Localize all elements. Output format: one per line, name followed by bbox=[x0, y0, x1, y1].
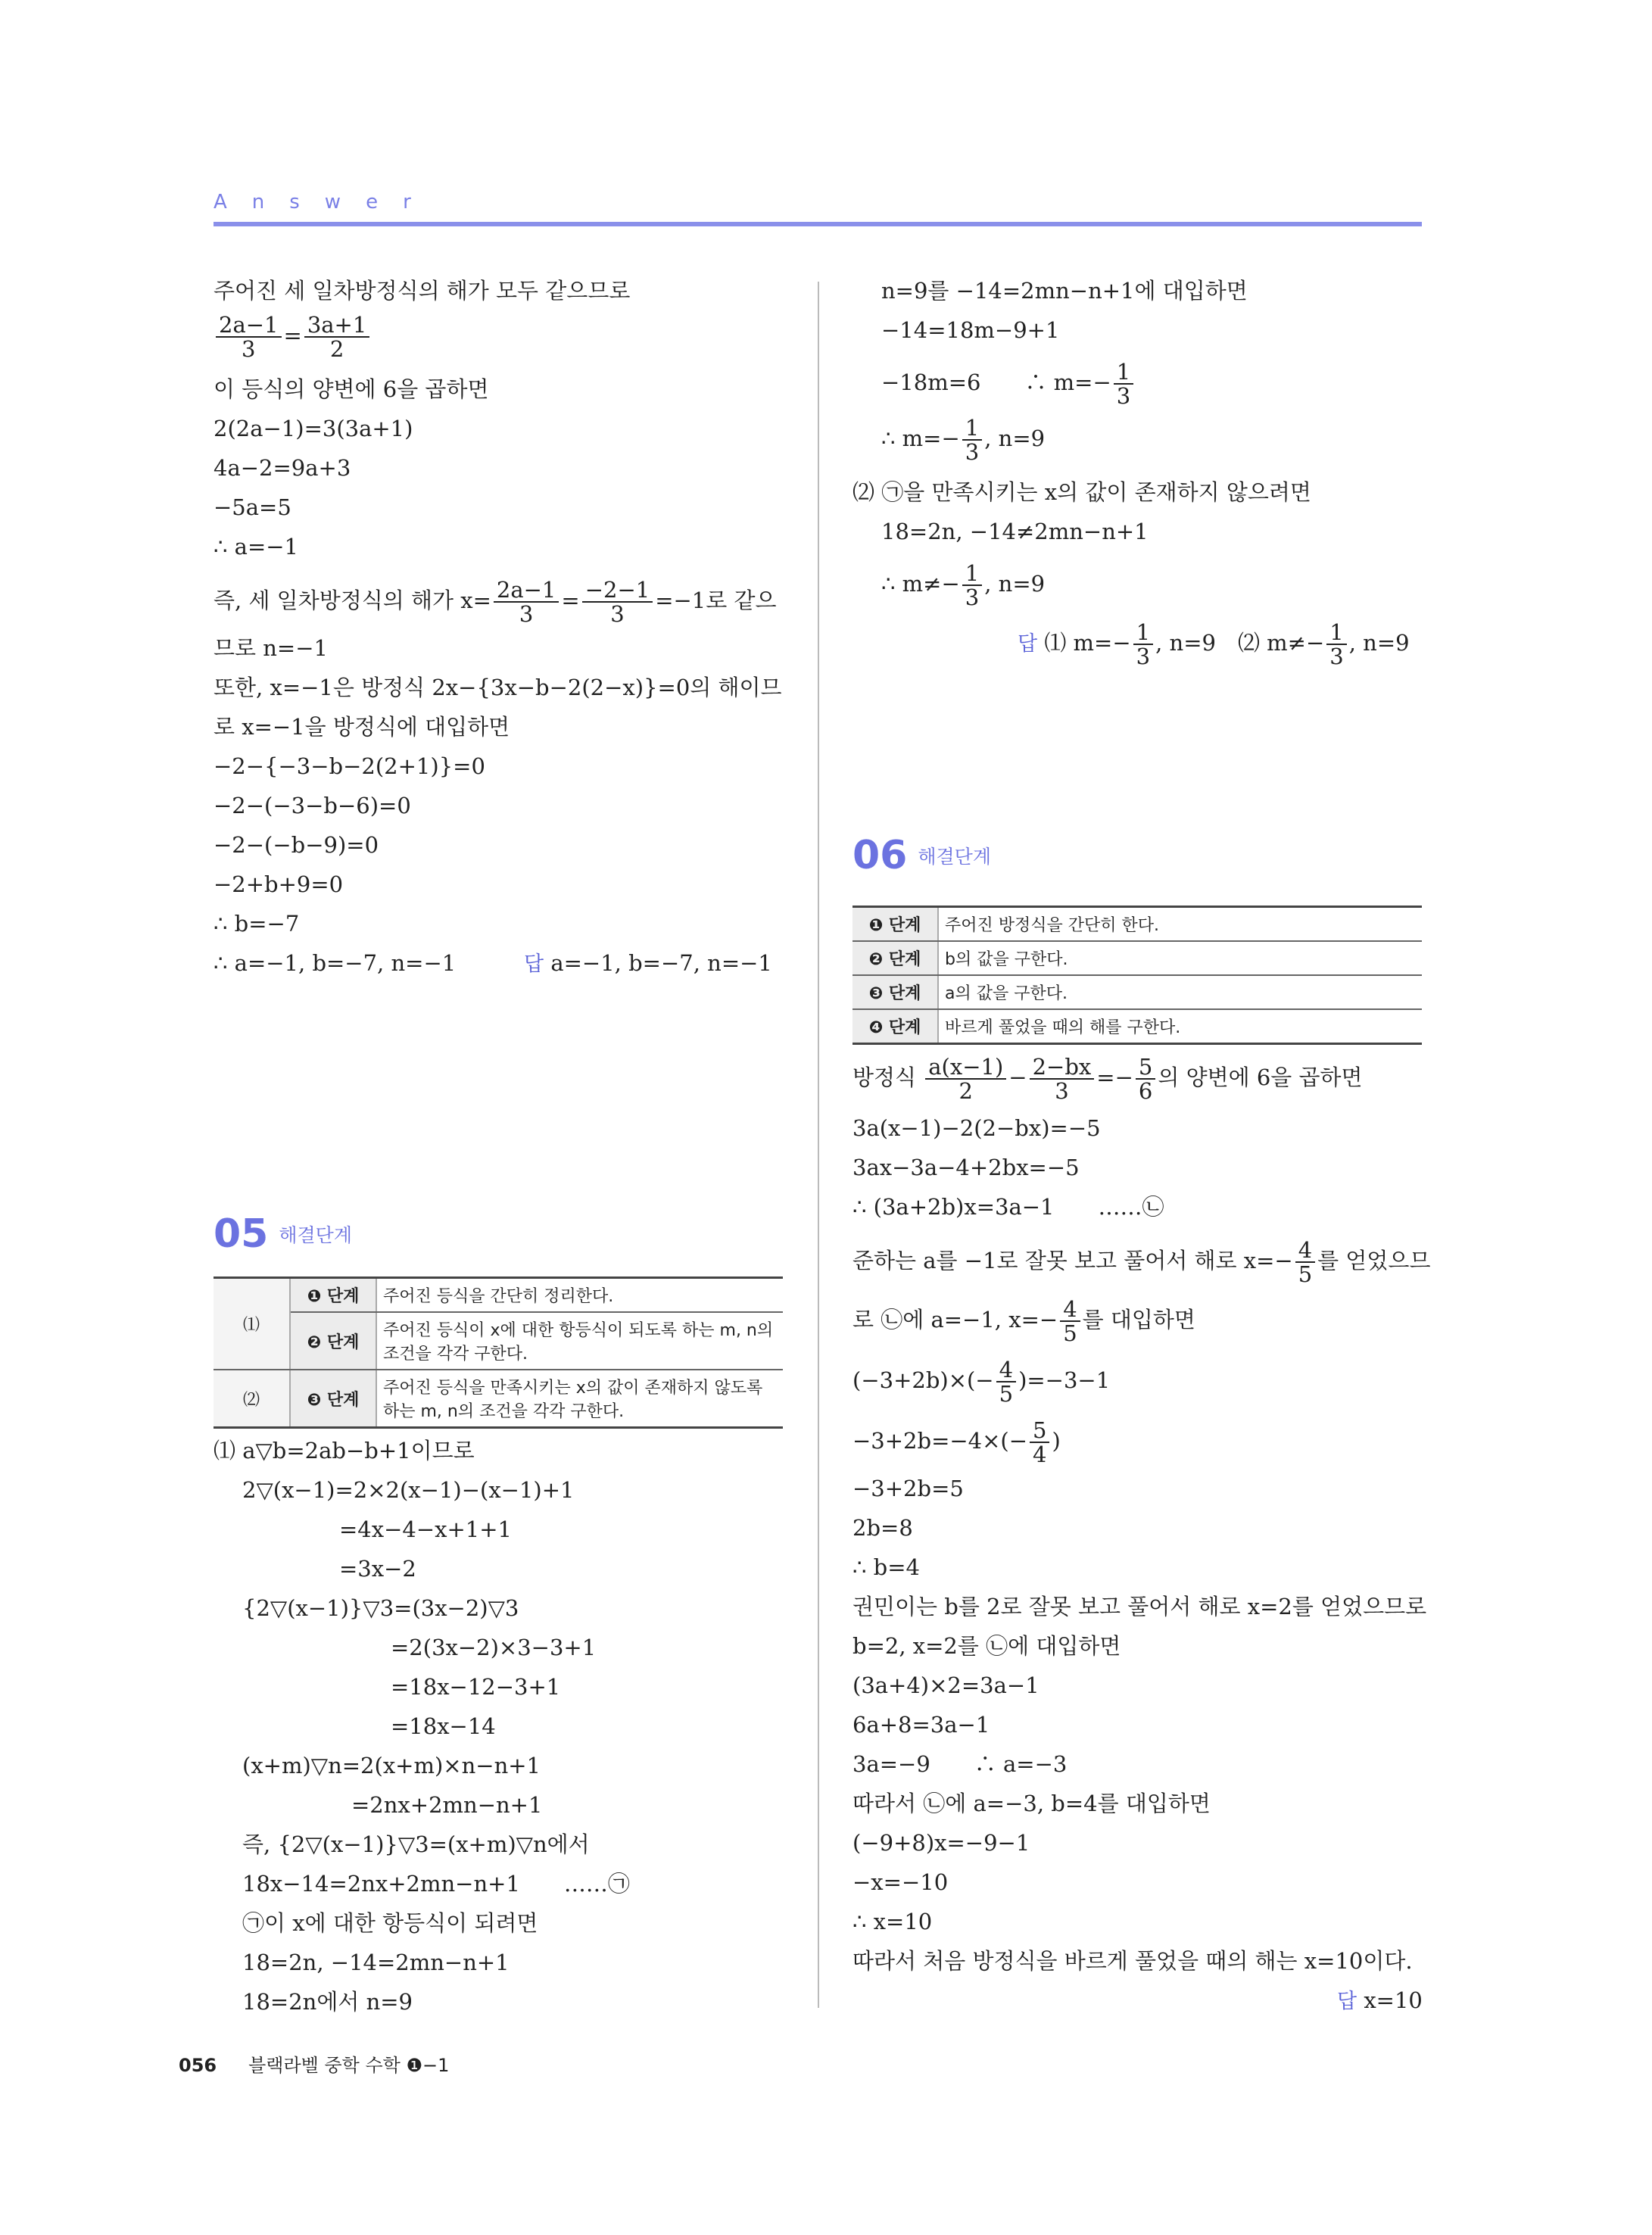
fraction: $\frac{1}{3}$ bbox=[1133, 621, 1153, 668]
column-divider bbox=[818, 282, 819, 2008]
fraction: $\frac{4}{5}$ bbox=[1295, 1239, 1315, 1286]
table-row bbox=[852, 975, 1422, 1009]
step-part: ⑴ bbox=[214, 1278, 290, 1370]
fraction: $\frac{1}{3}$ bbox=[962, 562, 982, 609]
fraction: $\frac{2a-1}{3}$ bbox=[216, 313, 282, 360]
fraction: $\frac{1}{3}$ bbox=[962, 416, 982, 463]
fraction-equation: −3+2b=−4×(− $\frac{5}{4}$ ) bbox=[852, 1417, 1061, 1467]
step-text: 주어진 등식을 만족시키는 x의 값이 존재하지 않도록 하는 m, n의 조건을 각각 구한다. bbox=[376, 1370, 783, 1428]
step-text: 주어진 방정식을 간단히 한다. bbox=[938, 907, 1422, 942]
text-line: 6a+8=3a−1 bbox=[852, 1712, 990, 1738]
section-05-title bbox=[214, 1211, 352, 1257]
text-line: −x=−10 bbox=[852, 1869, 949, 1895]
text-line: b=2, x=2를 ㉡에 대입하면 bbox=[852, 1633, 1121, 1659]
step-text: a의 값을 구한다. bbox=[938, 975, 1422, 1009]
answer-label: 답 bbox=[1018, 632, 1038, 656]
fraction: $\frac{5}{4}$ bbox=[1030, 1419, 1049, 1466]
text-line: −5a=5 bbox=[214, 494, 291, 520]
text-line: ∴ a=−1 bbox=[214, 534, 299, 560]
text-line: 따라서 ㉡에 a=−3, b=4를 대입하면 bbox=[852, 1791, 1211, 1816]
fraction: $\frac{4}{5}$ bbox=[1060, 1298, 1080, 1345]
answer-value: a=−1, b=−7, n=−1 bbox=[550, 950, 772, 976]
section-subtitle: 해결단계 bbox=[918, 846, 991, 868]
step-text: 바르게 풀었을 때의 해를 구한다. bbox=[938, 1009, 1422, 1044]
text-line: 3a=−9 ∴ a=−3 bbox=[852, 1751, 1068, 1777]
step-label: ❹ 단계 bbox=[852, 1009, 938, 1044]
answer-line bbox=[524, 948, 772, 980]
step-text: b의 값을 구한다. bbox=[938, 941, 1422, 975]
page-number: 056 bbox=[179, 2055, 217, 2076]
text-line: (−9+8)x=−9−1 bbox=[852, 1830, 1030, 1856]
fraction-equation: ∴ m=− $\frac{1}{3}$ , n=9 bbox=[881, 415, 1046, 465]
text-line: 2▽(x−1)=2×2(x−1)−(x−1)+1 bbox=[242, 1477, 575, 1503]
text-line: 3ax−3a−4+2bx=−5 bbox=[852, 1155, 1080, 1180]
text-line: 로 x=−1을 방정식에 대입하면 bbox=[214, 714, 510, 740]
text-line: 18=2n에서 n=9 bbox=[242, 1989, 413, 2015]
text-line: =18x−12−3+1 bbox=[391, 1674, 561, 1700]
text-line: =3x−2 bbox=[339, 1556, 416, 1582]
header-rule bbox=[214, 222, 1422, 226]
text-line: {2▽(x−1)}▽3=(3x−2)▽3 bbox=[242, 1595, 519, 1621]
text-line: ⑴ a▽b=2ab−b+1이므로 bbox=[214, 1438, 475, 1464]
text-line: (3a+4)×2=3a−1 bbox=[852, 1672, 1040, 1698]
step-text: 주어진 등식이 x에 대한 항등식이 되도록 하는 m, n의 조건을 각각 구한다. bbox=[376, 1312, 783, 1370]
fraction-equation: 로 ㉡에 a=−1, x=− $\frac{4}{5}$ 를 대입하면 bbox=[852, 1296, 1195, 1346]
step-label: ❷ 단계 bbox=[290, 1312, 376, 1370]
answer-line: 답 ⑴ m=− $\frac{1}{3}$ , n=9 ⑵ m≠− $\frac{1}{3}$ , n=9 bbox=[1018, 619, 1410, 669]
header-label: Answer bbox=[214, 191, 436, 214]
page-footer bbox=[179, 2050, 449, 2077]
text-line: ∴ b=−7 bbox=[214, 911, 300, 937]
table-row bbox=[852, 941, 1422, 975]
text-line: ⑵ ㉠을 만족시키는 x의 값이 존재하지 않으려면 bbox=[852, 479, 1311, 505]
section-05-steps-table bbox=[214, 1276, 783, 1429]
step-label: ❸ 단계 bbox=[290, 1370, 376, 1428]
text-line: 2b=8 bbox=[852, 1515, 913, 1541]
table-row bbox=[214, 1312, 783, 1370]
text-line: 18=2n, −14≠2mn−n+1 bbox=[881, 519, 1149, 544]
text-line: =18x−14 bbox=[391, 1713, 496, 1739]
table-row bbox=[214, 1278, 783, 1313]
step-label: ❷ 단계 bbox=[852, 941, 938, 975]
text-line: 이 등식의 양변에 6을 곱하면 bbox=[214, 376, 489, 402]
section-number: 05 bbox=[214, 1211, 269, 1257]
fraction: $\frac{1}{3}$ bbox=[1114, 360, 1133, 407]
text-line: ∴ b=4 bbox=[852, 1554, 920, 1580]
text-line: 18=2n, −14=2mn−n+1 bbox=[242, 1950, 510, 1975]
fraction-equation: $\frac{2a-1}{3}$ = $\frac{3a+1}{2}$ bbox=[214, 313, 372, 360]
step-text: 주어진 등식을 간단히 정리한다. bbox=[376, 1278, 783, 1313]
text-line: −2−{−3−b−2(2+1)}=0 bbox=[214, 753, 485, 779]
fraction: $\frac{-2-1}{3}$ bbox=[582, 578, 653, 625]
text-line: 18x−14=2nx+2mn−n+1 ……㉠ bbox=[242, 1871, 630, 1897]
text-line: 2(2a−1)=3(3a+1) bbox=[214, 416, 413, 441]
text-line: (x+m)▽n=2(x+m)×n−n+1 bbox=[242, 1753, 541, 1778]
text-line: 권민이는 b를 2로 잘못 보고 풀어서 해로 x=2를 얻었으므로 bbox=[852, 1594, 1427, 1619]
text-line: n=9를 −14=2mn−n+1에 대입하면 bbox=[881, 278, 1248, 304]
text-line: 주어진 세 일차방정식의 해가 모두 같으므로 bbox=[214, 278, 631, 304]
fraction: $\frac{2a-1}{3}$ bbox=[494, 578, 559, 625]
section-06-title bbox=[852, 833, 991, 878]
text-line: 3a(x−1)−2(2−bx)=−5 bbox=[852, 1115, 1101, 1141]
section-subtitle: 해결단계 bbox=[279, 1224, 352, 1246]
answer-value: x=10 bbox=[1364, 1987, 1423, 2013]
table-row bbox=[852, 1009, 1422, 1044]
section-number: 06 bbox=[852, 833, 908, 878]
step-label: ❶ 단계 bbox=[852, 907, 938, 942]
text-line: =2nx+2mn−n+1 bbox=[351, 1792, 543, 1818]
table-row bbox=[214, 1370, 783, 1428]
fraction-equation: ∴ m≠− $\frac{1}{3}$ , n=9 bbox=[881, 560, 1046, 610]
fraction-equation: (−3+2b)×(− $\frac{4}{5}$ )=−3−1 bbox=[852, 1357, 1111, 1407]
text-line: −2−(−3−b−6)=0 bbox=[214, 793, 411, 818]
section-06-steps-table bbox=[852, 906, 1422, 1045]
step-label: ❸ 단계 bbox=[852, 975, 938, 1009]
text-line: −2+b+9=0 bbox=[214, 871, 344, 897]
fraction: $\frac{2-bx}{3}$ bbox=[1030, 1055, 1095, 1102]
text-line: =4x−4−x+1+1 bbox=[339, 1516, 513, 1542]
text-line: 따라서 처음 방정식을 바르게 풀었을 때의 해는 x=10이다. bbox=[852, 1948, 1413, 1974]
fraction: $\frac{5}{6}$ bbox=[1136, 1055, 1155, 1102]
fraction: $\frac{4}{5}$ bbox=[996, 1358, 1016, 1405]
text-line: 4a−2=9a+3 bbox=[214, 455, 351, 481]
text-line: 즉, {2▽(x−1)}▽3=(x+m)▽n에서 bbox=[242, 1831, 590, 1857]
fraction-equation: −18m=6 ∴ m=− $\frac{1}{3}$ bbox=[881, 360, 1136, 407]
text-line: −2−(−b−9)=0 bbox=[214, 832, 379, 858]
text-line: 므로 n=−1 bbox=[214, 635, 328, 661]
text-line: −3+2b=5 bbox=[852, 1476, 964, 1501]
answer-label: 답 bbox=[1337, 1990, 1357, 2013]
text-line: −14=18m−9+1 bbox=[881, 317, 1060, 343]
text-line: ∴ (3a+2b)x=3a−1 ……㉡ bbox=[852, 1194, 1164, 1220]
text-line: ㉠이 x에 대한 항등식이 되려면 bbox=[242, 1910, 538, 1936]
fraction-equation: 준하는 a를 −1로 잘못 보고 풀어서 해로 x=− $\frac{4}{5}$ 를 얻었으므 bbox=[852, 1237, 1431, 1287]
step-part: ⑵ bbox=[214, 1370, 290, 1428]
step-label: ❶ 단계 bbox=[290, 1278, 376, 1313]
table-row bbox=[852, 907, 1422, 942]
fraction: $\frac{a(x-1)}{2}$ bbox=[925, 1055, 1006, 1102]
fraction-equation: 방정식 $\frac{a(x-1)}{2}$ − $\frac{2-bx}{3}$ =− $\frac{5}{6}$ 의 양변에 6을 곱하면 bbox=[852, 1054, 1363, 1104]
text-line: =2(3x−2)×3−3+1 bbox=[391, 1635, 597, 1660]
answer-label: 답 bbox=[524, 952, 544, 976]
answer-line bbox=[1337, 1985, 1423, 2017]
fraction: $\frac{3a+1}{2}$ bbox=[304, 313, 370, 360]
text-line: ∴ x=10 bbox=[852, 1909, 933, 1934]
text-line: ∴ a=−1, b=−7, n=−1 bbox=[214, 950, 457, 976]
fraction-equation: 즉, 세 일차방정식의 해가 x= $\frac{2a-1}{3}$ = $\frac{-2-1}{3}$ =−1로 같으 bbox=[214, 577, 777, 627]
fraction: $\frac{1}{3}$ bbox=[1326, 621, 1346, 668]
book-title: 블랙라벨 중학 수학 ❶−1 bbox=[248, 2055, 450, 2076]
text-line: 또한, x=−1은 방정식 2x−{3x−b−2(2−x)}=0의 해이므 bbox=[214, 675, 782, 700]
